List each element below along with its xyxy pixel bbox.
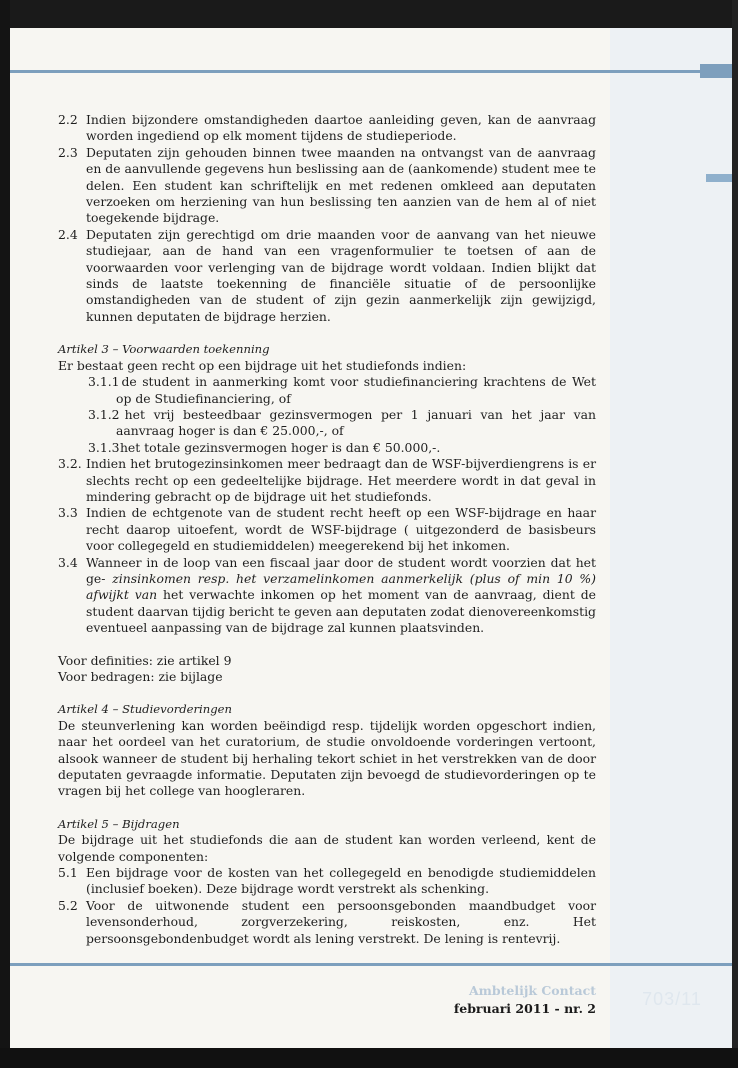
article-5-heading: Artikel 5 – Bijdragen <box>58 816 180 831</box>
list-item: 2.2 Indien bijzondere omstandigheden daartoe aanleiding geven, kan de aanvraag worden ingediend op elk moment tijdens de studieperiode. <box>58 112 596 144</box>
list-item: 2.3 Deputaten zijn gehouden binnen twee maanden na ontvangst van de aanvraag en de aanvullende gegevens hun beslissing aan de (aankomende) student mee te delen. Een student kan schriftelijk en met redenen omkleed aan deputaten verzoeken om herziening van hun beslissing ten aanzien van de hem al of niet toegekende bijdrage. <box>58 144 596 226</box>
top-rule-tab <box>700 64 732 78</box>
article-5-intro: De bijdrage uit het studiefonds die aan de student kan worden verleend, kent de volgende componenten: <box>58 832 596 864</box>
reference-line: Voor definities: zie artikel 9 <box>58 652 232 668</box>
sub-item: 3.1.1 de student in aanmerking komt voor studiefinanciering krachtens de Wet op de Studiefinanciering, of <box>88 374 596 406</box>
list-item: 3.4 Wanneer in de loop van een fiscaal jaar door de student wordt voorzien dat het ge- zinsinkomen resp. het verzamelinkomen aanmerkelijk (plus of min 10 %) afwijkt van het verwachte inkomen op het moment van de aanvraag, dient de student daarvan tijdig bericht te geven aan deputaten zodat dienovereenkomstig eventueel aanpassing van de bijdrage zal kunnen plaatsvinden. <box>58 554 596 636</box>
article-4-heading: Artikel 4 – Studievorderingen <box>58 702 232 717</box>
article-3-heading: Artikel 3 – Voorwaarden toekenning <box>58 342 270 357</box>
footer <box>454 982 596 1018</box>
document-body <box>58 112 596 947</box>
magazine-title: Ambtelijk Contact <box>468 983 596 998</box>
list-item: 2.4 Deputaten zijn gerechtigd om drie maanden voor de aanvang van het nieuwe studiejaar, aan de hand van een vragenformulier te toetsen of aan de voorwaarden voor verlenging van de bijdrage wordt voldaan. Indien blijkt dat sinds de laatste toekenning de financiële situatie of de persoonlijke omstandigheden van de student of zijn gezin aanmerkelijk zijn gewijzigd, kunnen deputaten de bijdrage herzien. <box>58 226 596 324</box>
article-3-intro: Er bestaat geen recht op een bijdrage uit het studiefonds indien: <box>58 357 467 373</box>
page-number: 703/11 <box>642 989 702 1009</box>
side-marker <box>706 174 732 182</box>
bottom-rule <box>10 963 732 966</box>
top-rule <box>10 70 732 73</box>
scan-border-top <box>0 0 738 28</box>
scan-border-left <box>0 0 10 1068</box>
issue-label: februari 2011 - nr. 2 <box>453 1001 596 1016</box>
list-item: 5.1 Een bijdrage voor de kosten van het collegegeld en benodigde studiemiddelen (inclusief boeken). Deze bijdrage wordt verstrekt als schenking. <box>58 865 596 897</box>
sub-item: 3.1.2 het vrij besteedbaar gezinsvermogen per 1 januari van het jaar van aanvraag hoger is dan € 25.000,-, of <box>88 406 596 439</box>
reference-line: Voor bedragen: zie bijlage <box>58 669 223 684</box>
scan-border-right <box>732 0 738 1068</box>
list-item: 3.3 Indien de echtgenote van de student recht heeft op een WSF-bijdrage en haar recht daarop uitoefent, wordt de WSF-bijdrage ( uitgezonderd de basisbeurs voor collegegeld en studiemiddelen) meegerekend bij het inkomen. <box>58 505 596 554</box>
article-4-text: De steunverlening kan worden beëindigd resp. tijdelijk worden opgeschort indien, naar het oordeel van het curatorium, de studie onvoldoende vorderingen vertoont, alsook wanneer de student bij herhaling tekort schiet in het verstrekken van de door deputaten gevraagde informatie. Deputaten zijn bevoegd de studievorderingen op te vragen bij het college van hoogleraren. <box>58 717 596 799</box>
list-item: 3.2. Indien het brutogezinsinkomen meer bedraagt dan de WSF-bijverdiengrens is er slechts recht op een gedeeltelijke bijdrage. Het meerdere wordt in dat geval in mindering gebracht op de bijdrage uit het studiefonds. <box>58 456 596 504</box>
sub-item: 3.1.3 het totale gezinsvermogen hoger is dan € 50.000,-. <box>88 439 441 455</box>
scan-border-bottom <box>0 1048 738 1068</box>
list-item: 5.2 Voor de uitwonende student een persoonsgebonden maandbudget voor levensonderhoud, zorgverzekering, reiskosten, enz. Het persoonsgebondenbudget wordt als lening verstrekt. De lening is rentevrij. <box>58 897 596 946</box>
